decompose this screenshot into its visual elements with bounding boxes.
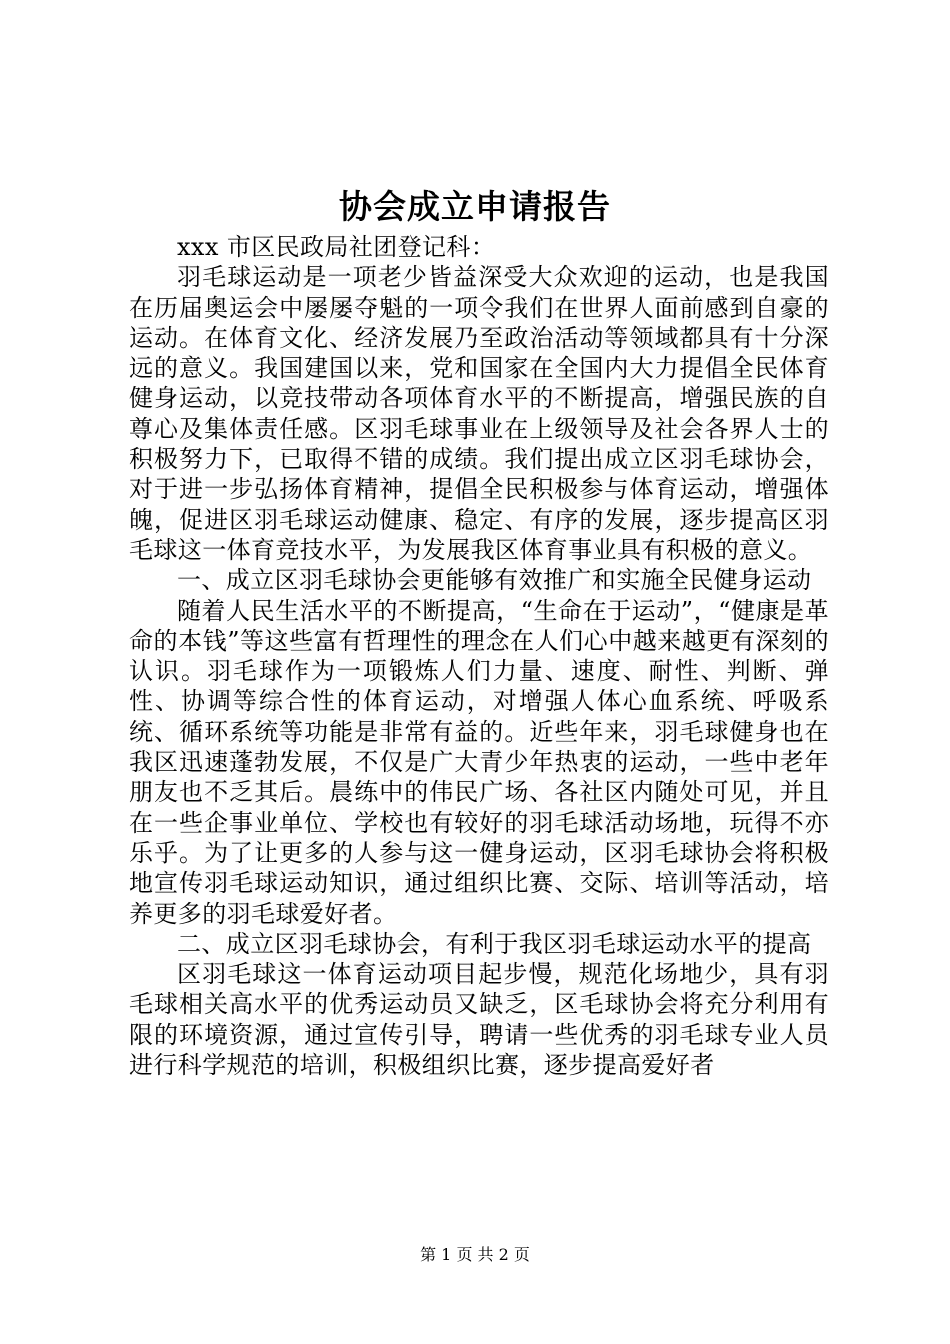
page-number-footer: 第 1 页 共 2 页	[420, 1245, 530, 1264]
paragraph-section-2: 区羽毛球这一体育运动项目起步慢，规范化场地少，具有羽毛球相关高水平的优秀运动员又缺乏，区毛球协会将充分利用有限的环境资源，通过宣传引导，聘请一些优秀的羽毛球专业人员进行科学规范的培训，积极组织比赛，逐步提高爱好者	[129, 960, 829, 1080]
paragraph-intro: 羽毛球运动是一项老少皆益深受大众欢迎的运动，也是我国在历届奥运会中屡屡夺魁的一项令我们在世界人面前感到自豪的运动。在体育文化、经济发展乃至政治活动等领域都具有十分深远的意义。我国建国以来，党和国家在全国内大力提倡全民体育健身运动，以竞技带动各项体育水平的不断提高，增强民族的自尊心及集体责任感。区羽毛球事业在上级领导及社会各界人士的积极努力下，已取得不错的成绩。我们提出成立区羽毛球协会，对于进一步弘扬体育精神，提倡全民积极参与体育运动，增强体魄，促进区羽毛球运动健康、稳定、有序的发展，逐步提高区羽毛球这一体育竞技水平，为发展我区体育事业具有积极的意义。	[129, 263, 829, 564]
section-heading-2: 二、成立区羽毛球协会，有利于我区羽毛球运动水平的提高	[177, 929, 812, 958]
section-heading-1: 一、成立区羽毛球协会更能够有效推广和实施全民健身运动	[177, 566, 812, 595]
document-title: 协会成立申请报告	[339, 187, 611, 226]
salutation: xxx 市区民政局社团登记科：	[177, 233, 496, 261]
paragraph-section-1: 随着人民生活水平的不断提高，“生命在于运动”，“健康是革命的本钱”等这些富有哲理性的理念在人们心中越来越更有深刻的认识。羽毛球作为一项锻炼人们力量、速度、耐性、判断、弹性、协调等综合性的体育运动，对增强人体心血系统、呼吸系统、循环系统等功能是非常有益的。近些年来，羽毛球健身也在我区迅速蓬勃发展，不仅是广大青少年热衷的运动，一些中老年朋友也不乏其后。晨练中的伟民广场、各社区内随处可见，并且在一些企事业单位、学校也有较好的羽毛球活动场地，玩得不亦乐乎。为了让更多的人参与这一健身运动，区羽毛球协会将积极地宣传羽毛球运动知识，通过组织比赛、交际、培训等活动，培养更多的羽毛球爱好者。	[129, 596, 829, 928]
document-body	[129, 232, 829, 1080]
